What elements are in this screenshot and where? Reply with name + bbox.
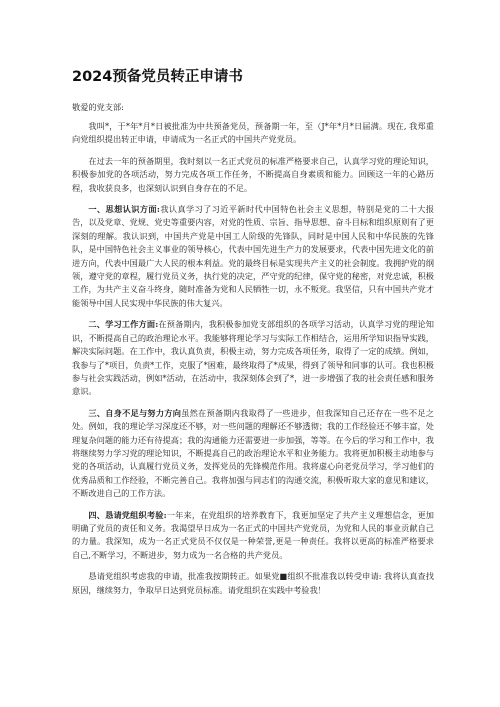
section-text: 一年来，在党组织的培养教育下，我更加坚定了共产主义理想信念，更加明确了党员的责任和义务。我渴望早日成为一名正式的中国共产党党员，为党和人民的事业贡献自己的力量。我深知，成为一名正式党员不仅仅是一种荣誉,更是一种责任。我将以更高的标准严格要求自己,不断学习，不断进步，努力成为一名合格的共产党员。 — [72, 509, 434, 560]
closing-paragraph: 恳请党组织考虑我的申请，批准我按期转正。如果党■组织不批准我以转受申请: 我将认真查找原因，继续努力，争取早日达到党员标准。请党组织在实践中考验我！ — [72, 571, 434, 595]
document-title: 2024预备党员转正申请书 — [72, 69, 243, 85]
section-heading: 一、思想认识方面: — [88, 204, 160, 215]
intro-paragraph: 我叫*，于*年*月*日被批准为中共预备党员，预备期一年，至（J*年*月*日届满。现在, 我郑重向党组织提出转正申请，申请成为一名正式的中国共产党党员。 — [72, 121, 434, 145]
section-request — [72, 509, 434, 563]
summary-paragraph: 在过去一年的预备期里，我时刻以一名正式党员的标准严格要求自己，认真学习党的理论知识，积极参加党的各项活动，努力完成各项工作任务，不断提高自身素质和能力。回顾这一年的心路历程，我收获良多，也深刻认识到自身存在的不足。 — [72, 155, 434, 193]
section-text: 我认真学习了习近平新时代中国特色社会主义思想，特别是党的二十大报告，以及党章、党规、党史等重要内容，对党的性质、宗旨、指导思想、奋斗目标和组织原则有了更深刻的理解。我认识到，中国共产党是中国工人阶级的先锋队，同时是中国人民和中华民族的先锋队，是中国特色社会主义事业的领导核心，代表中国先进生产力的发展要求，代表中国先进文化的前进方向，代表中国最广大人民的根本利益。党的最终目标是实现共产主义的社会制度。我拥护党的纲领，遵守党的章程，履行党员义务，执行党的决定，严守党的纪律，保守党的秘密，对党忠诚，积极工作，为共产主义奋斗终身，随时准备为党和人民牺牲一切，永不叛党。我坚信，只有中国共产党才能领导中国人民实现中华民族的伟大复兴。 — [72, 204, 434, 308]
section-text: 在预备期内，我积极参加党支部组织的各项学习活动，认真学习党的理论知识，不断提高自己的政治理论水平。我能够将理论学习与实际工作相结合，运用所学知识指导实践，解决实际问题。在工作中，我认真负责，积极主动，努力完成各项任务，取得了一定的成绩。例如，我参与了*项目，负责*工作，克服了*困难，最终取得了*成果，得到了领导和同事的认可。我也积极参与社会实践活动，例如*活动，在活动中，我深刻体会到了*，进一步增强了我的社会责任感和服务意识。 — [72, 319, 434, 397]
section-shortcomings — [72, 407, 434, 501]
section-ideology — [72, 203, 434, 310]
section-heading: 三、自身不足与努力方向 — [88, 407, 182, 418]
salutation: 敬爱的党支部: — [72, 102, 124, 112]
section-heading: 二、学习工作方面: — [88, 319, 159, 330]
section-heading: 四、恳请党组织考验: — [88, 509, 167, 520]
section-text: 虽然在预备期内我取得了一些进步，但我深知自己还存在一些不足之处。例如，我的理论学习深度还不够，对一些问题的理解还不够透彻；我的工作经验还不够丰富，处理复杂问题的能力还有待提高；我的沟通能力还需要进一步加强，等等。在今后的学习和工作中，我将继续努力学习党的理论知识，不断提高自己的政治理论水平和业务能力。我将更加积极主动地参与党的各项活动，认真履行党员义务，发挥党员的先锋模范作用。我将虚心向老党员学习，学习他们的优秀品质和工作经验，不断完善自己。我将加强与同志们的沟通交流，积极听取大家的意见和建议，不断改进自己的工作方法。 — [72, 407, 434, 499]
section-study-work — [72, 318, 434, 398]
